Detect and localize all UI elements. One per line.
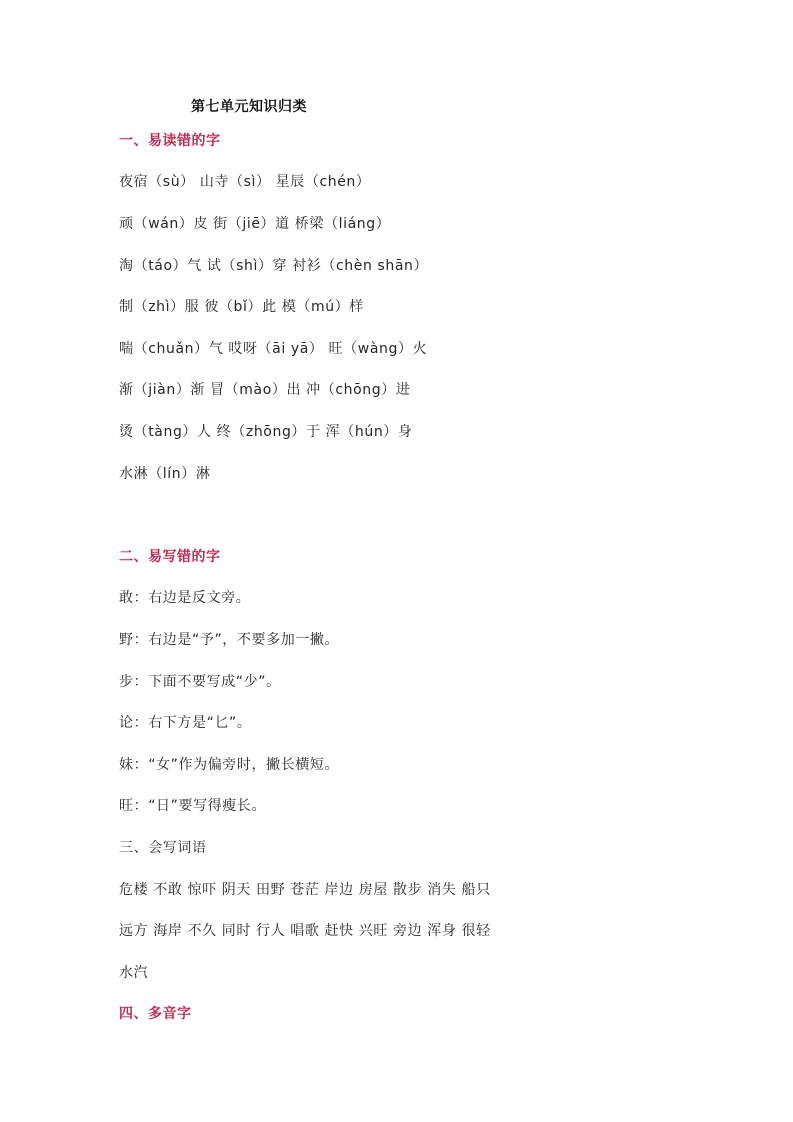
list-item: 顽（wán）皮 街（jiē）道 桥梁（liáng） — [119, 216, 391, 232]
list-item: 水汽 — [119, 965, 149, 981]
section-heading-misread: 一、易读错的字 — [119, 133, 221, 149]
page-title: 第七单元知识归类 — [191, 99, 307, 115]
section-heading-vocabulary: 三、会写词语 — [119, 840, 207, 856]
list-item: 危楼 不敢 惊吓 阴天 田野 苍茫 岸边 房屋 散步 消失 船只 — [119, 882, 491, 898]
list-item: 制（zhì）服 彼（bǐ）此 模（mú）样 — [119, 299, 364, 315]
list-item: 渐（jiàn）渐 冒（mào）出 冲（chōng）进 — [119, 382, 411, 398]
list-item: 野：右边是“予”，不要多加一撇。 — [119, 632, 340, 648]
list-item: 敢：右边是反文旁。 — [119, 590, 251, 606]
list-item: 旺：“日”要写得瘦长。 — [119, 798, 267, 814]
section-heading-polyphones: 四、多音字 — [119, 1006, 192, 1022]
list-item: 淘（táo）气 试（shì）穿 衬衫（chèn shān） — [119, 258, 429, 274]
list-item: 水淋（lín）淋 — [119, 466, 211, 482]
list-item: 夜宿（sù） 山寺（sì） 星辰（chén） — [119, 174, 371, 190]
section-heading-miswritten: 二、易写错的字 — [119, 549, 221, 565]
list-item: 步：下面不要写成“少”。 — [119, 674, 281, 690]
list-item: 喘（chuǎn）气 哎呀（āi yā） 旺（wàng）火 — [119, 341, 428, 357]
list-item: 论：右下方是“匕”。 — [119, 715, 252, 731]
list-item: 烫（tàng）人 终（zhōng）于 浑（hún）身 — [119, 424, 413, 440]
list-item: 妹：“女”作为偏旁时，撇长横短。 — [119, 757, 340, 773]
list-item: 远方 海岸 不久 同时 行人 唱歌 赶快 兴旺 旁边 浑身 很轻 — [119, 923, 491, 939]
